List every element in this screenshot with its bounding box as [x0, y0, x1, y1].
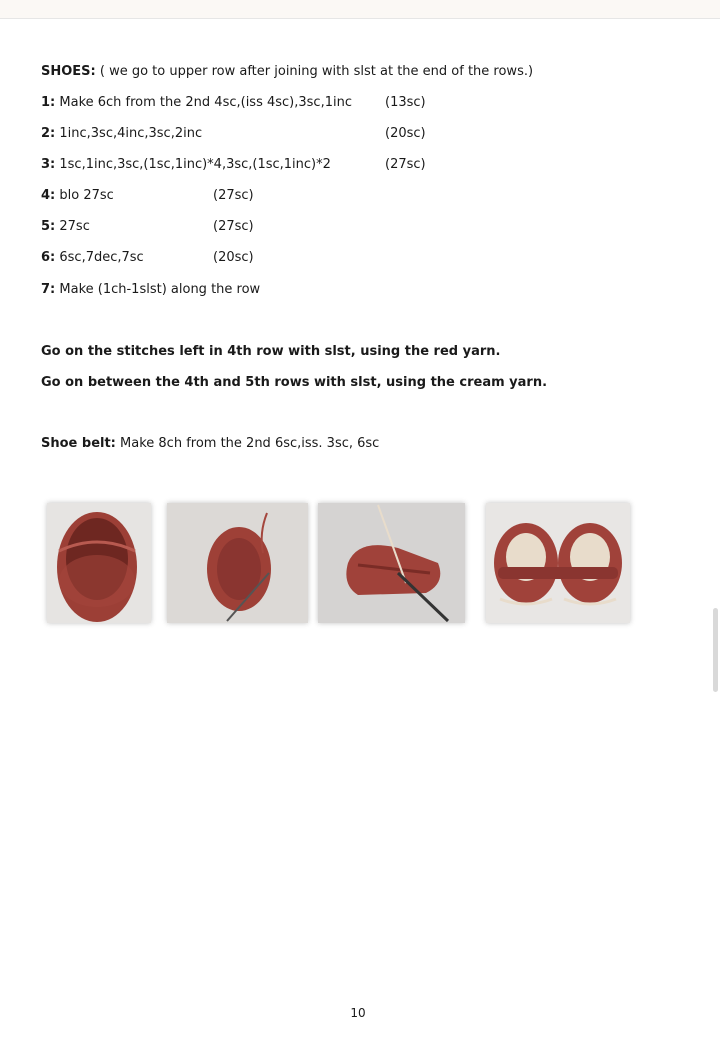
row-number: 1: — [41, 95, 56, 110]
scrollbar[interactable] — [713, 608, 718, 692]
shoe-belt-label: Shoe belt: — [41, 436, 116, 451]
row-text: 1sc,1inc,3sc,(1sc,1inc)*4,3sc,(1sc,1inc)*2 — [55, 157, 331, 172]
row-4-count: (27sc) — [213, 188, 254, 203]
oval-sole-illustration — [167, 503, 308, 623]
row-text: 6sc,7dec,7sc — [55, 250, 144, 265]
row-number: 3: — [41, 157, 56, 172]
row-5 — [41, 219, 90, 234]
row-1-count: (13sc) — [385, 95, 426, 110]
row-number: 7: — [41, 282, 56, 297]
shoes-title: SHOES: — [41, 64, 96, 79]
shoes-note: ( we go to upper row after joining with slst at the end of the rows.) — [95, 64, 534, 79]
row-number: 6: — [41, 250, 56, 265]
row-7 — [41, 282, 260, 297]
row-4 — [41, 188, 114, 203]
row-text: Make 6ch from the 2nd 4sc,(iss 4sc),3sc,1inc — [55, 95, 352, 110]
row-3-count: (27sc) — [385, 157, 426, 172]
row-number: 5: — [41, 219, 56, 234]
instruction-cream-yarn: Go on between the 4th and 5th rows with slst, using the cream yarn. — [41, 375, 548, 390]
row-2-count: (20sc) — [385, 126, 426, 141]
row-text: blo 27sc — [55, 188, 114, 203]
row-6 — [41, 250, 144, 265]
row-5-count: (27sc) — [213, 219, 254, 234]
top-toolbar — [0, 0, 720, 19]
row-6-count: (20sc) — [213, 250, 254, 265]
photo-shoe-in-progress — [318, 503, 465, 623]
row-2 — [41, 126, 202, 141]
row-3 — [41, 157, 331, 172]
instruction-red-yarn: Go on the stitches left in 4th row with slst, using the red yarn. — [41, 344, 501, 359]
shoe-progress-illustration — [318, 503, 465, 623]
row-number: 4: — [41, 188, 56, 203]
finished-shoes-illustration — [486, 503, 630, 623]
page-number: 10 — [350, 1006, 366, 1020]
photo-sole-cup — [47, 503, 151, 623]
shoes-heading — [41, 64, 533, 79]
row-number: 2: — [41, 126, 56, 141]
photo-oval-sole — [167, 503, 308, 623]
sole-cup-illustration — [47, 503, 151, 623]
row-1 — [41, 95, 352, 110]
photo-finished-shoes — [486, 503, 630, 623]
row-text: 1inc,3sc,4inc,3sc,2inc — [55, 126, 203, 141]
row-text: 27sc — [55, 219, 90, 234]
row-text: Make (1ch-1slst) along the row — [55, 282, 261, 297]
shoe-belt-text: Make 8ch from the 2nd 6sc,iss. 3sc, 6sc — [115, 436, 380, 451]
shoe-belt — [41, 436, 379, 451]
